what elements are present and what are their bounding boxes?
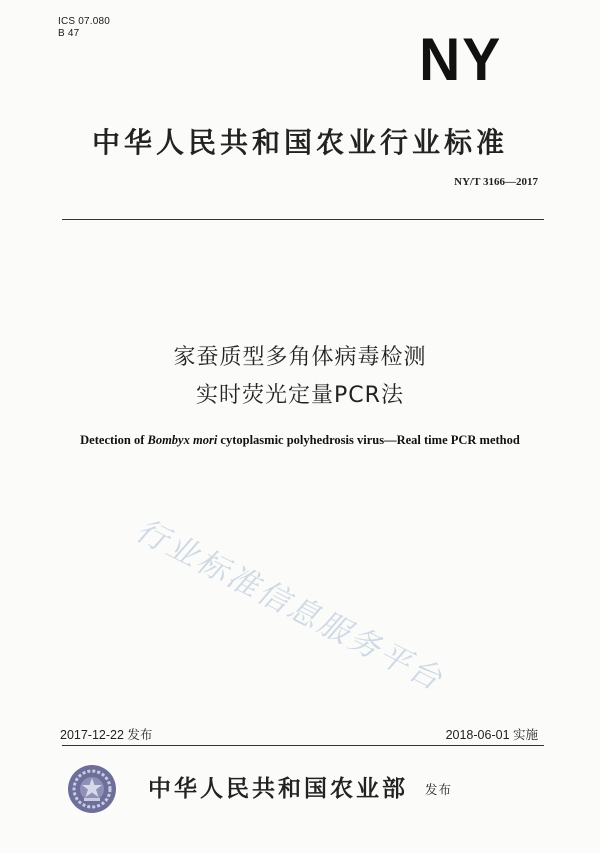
standard-category-title: 中华人民共和国农业行业标准 [91,126,508,159]
watermark: 行业标准信息服务平台 [130,512,450,699]
ics-code: ICS 07.080 [58,16,111,27]
classification-codes [58,16,110,40]
english-title-prefix: Detection of [80,433,148,447]
ny-logo: NY [418,26,502,93]
document-title-english [0,433,600,448]
document-title-line2: 实时荧光定量PCR法 [196,383,404,408]
english-title-suffix: cytoplasmic polyhedrosis virus—Real time PCR method [217,433,520,447]
issuing-ministry: 中华人民共和国农业部 [148,776,408,802]
issue-date: 2017-12-22 发布 [60,728,153,742]
top-divider [62,219,544,220]
bottom-divider [62,745,544,746]
issue-label: 发布 [425,782,453,797]
effective-date: 2018-06-01 实施 [445,728,538,742]
ccs-code: B 47 [58,28,80,39]
document-title-line1: 家蚕质型多角体病毒检测 [173,345,427,370]
english-title-species: Bombyx mori [147,433,218,447]
standard-number: NY/T 3166—2017 [454,176,538,188]
national-emblem-icon [67,764,117,814]
